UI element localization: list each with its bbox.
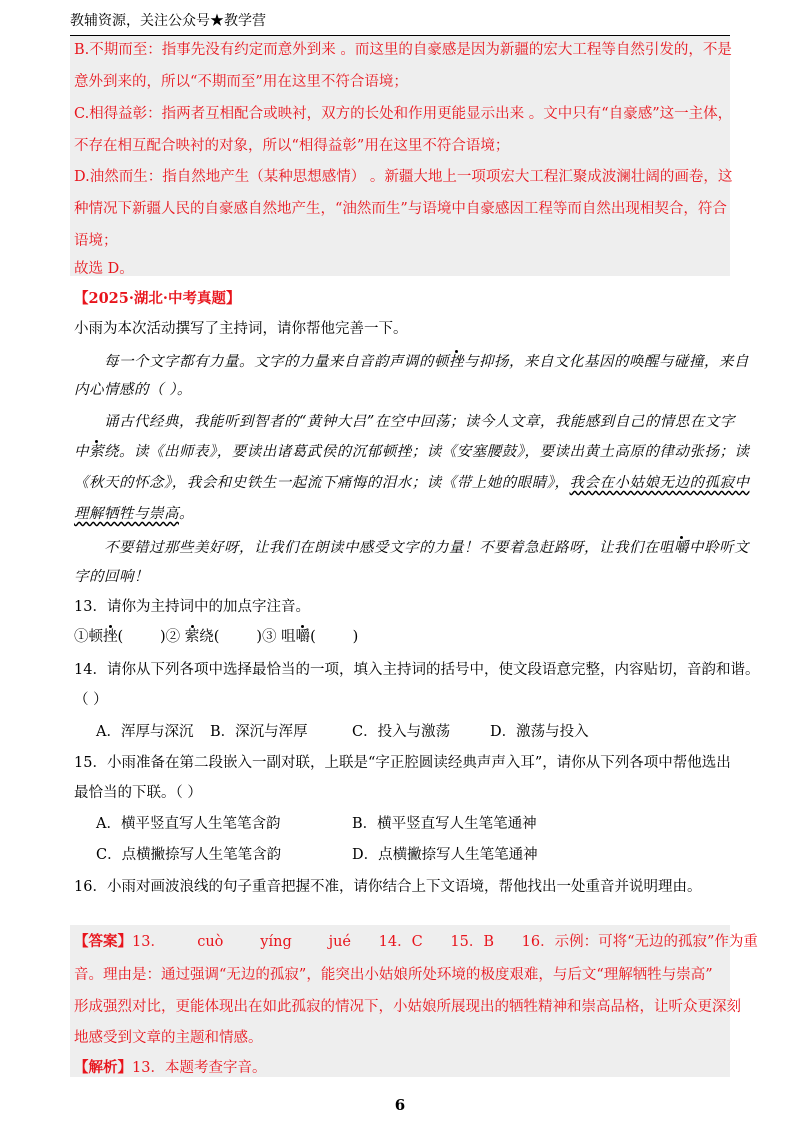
page-header: 教辅资源，关注公众号★教学营	[70, 10, 730, 36]
q15-option-d: D．点横撇捺写人生笔笔通神	[352, 847, 538, 863]
explanation-line: B.不期而至：指事先没有约定而意外到来 。而这里的自豪感是因为新疆的宏大工程等自然引发的，不是	[74, 42, 732, 58]
q14-stem: 14．请你从下列各项中选择最恰当的一项，填入主持词的括号中，使文段语意完整，内容贴切，音韵和谐。	[74, 662, 760, 678]
q16-stem: 16．小雨对画波浪线的句子重音把握不准，请你结合上下文语境，帮他找出一处重音并说明理由。	[74, 879, 702, 895]
explanation-line: C.相得益彰：指两者互相配合或映衬，双方的长处和作用更能显示出来 。文中只有“自豪感”这一主体，	[74, 106, 733, 122]
q14-option-d: D．激荡与投入	[490, 724, 589, 740]
page-number: 6	[394, 1096, 406, 1114]
passage-line: 中萦绕。读《出师表》，要读出诸葛武侯的沉郁顿挫；读《安塞腰鼓》，要读出黄土高原的律动张扬；读	[74, 444, 750, 460]
answer-line: 地感受到文章的主题和情感。	[74, 1030, 263, 1046]
q15-option-b: B．横平竖直写人生笔笔通神	[352, 816, 537, 832]
passage-line: 《秋天的怀念》，我会和史铁生一起流下痛悔的泪水；读《带上她的眼睛》，我会在小姑娘无边的孤寂中	[74, 475, 750, 491]
q15-stem: 最恰当的下联。（ ）	[74, 785, 202, 801]
explanation-line: 意外到来的，所以“不期而至”用在这里不符合语境；	[74, 74, 408, 90]
answer-line: 【答案】13． cuò yíng jué 14．C 15．B 16．示例：可将“无边的孤寂”作为重	[74, 933, 758, 950]
passage-line: 每一个文字都有力量。文字的力量来自音韵声调的顿挫与抑扬，来自文化基因的唤醒与碰撞，来自	[104, 354, 749, 370]
wavy-sentence: 我会在小姑娘无边的孤寂中	[569, 475, 750, 491]
explanation-line: 故选 D。	[74, 261, 134, 277]
q14-option-a: A．浑厚与深沉	[96, 724, 194, 740]
dotted-char: 挫	[449, 354, 464, 370]
dotted-char: 萦	[89, 444, 104, 460]
dotted-char: 嚼	[674, 540, 689, 556]
explanation-line: 语境；	[74, 233, 118, 249]
answer-line: 形成强烈对比，更能体现出在如此孤寂的情况下，小姑娘所展现出的牺牲精神和崇高品格，让听众更深刻	[74, 999, 741, 1015]
passage-line: 内心情感的（ ）。	[74, 382, 192, 398]
passage-line: 字的回响！	[74, 569, 149, 585]
q14-paren: （ ）	[74, 692, 108, 708]
explanation-line: D.油然而生：指自然地产生（某种思想感情） 。新疆大地上一项项宏大工程汇聚成波澜壮阔的画卷，这	[74, 169, 733, 185]
passage-line: 理解牺牲与崇高。	[74, 506, 194, 522]
q15-option-c: C．点横撇捺写人生笔笔含韵	[96, 847, 282, 863]
q15-stem: 15．小雨准备在第二段嵌入一副对联，上联是“字正腔圆读经典声声入耳”，请你从下列各项中帮他选出	[74, 755, 731, 771]
q15-option-a: A．横平竖直写人生笔笔含韵	[96, 816, 281, 832]
analysis-line: 【解析】13．本题考查字音。	[74, 1059, 267, 1076]
q13-stem: 13．请你为主持词中的加点字注音。	[74, 599, 310, 615]
wavy-sentence: 理解牺牲与崇高	[74, 506, 179, 522]
q14-option-b: B．深沉与浑厚	[210, 724, 308, 740]
question-source: 【2025·湖北·中考真题】	[74, 290, 241, 307]
q14-option-c: C．投入与激荡	[352, 724, 451, 740]
answer-line: 音。理由是：通过强调“无边的孤寂”，能突出小姑娘所处环境的极度艰难，与后文“理解牺牲与崇高”	[74, 967, 713, 983]
q13-answers: ①顿挫( )② 萦绕( )③ 咀嚼( )	[74, 629, 359, 645]
passage-line: 诵古代经典，我能听到智者的“黄钟大吕”在空中回荡；读今人文章，我能感到自己的情思在文字	[104, 414, 735, 430]
explanation-line: 种情况下新疆人民的自豪感自然地产生，“油然而生”与语境中自豪感因工程等而自然出现相契合，符合	[74, 201, 727, 217]
passage-line: 不要错过那些美好呀，让我们在朗读中感受文字的力量！不要着急赶路呀，让我们在咀嚼中聆听文	[104, 540, 749, 556]
explanation-line: 不存在相互配合映衬的对象，所以“相得益彰”用在这里不符合语境；	[74, 138, 510, 154]
intro-text: 小雨为本次活动撰写了主持词，请你帮他完善一下。	[74, 321, 408, 337]
